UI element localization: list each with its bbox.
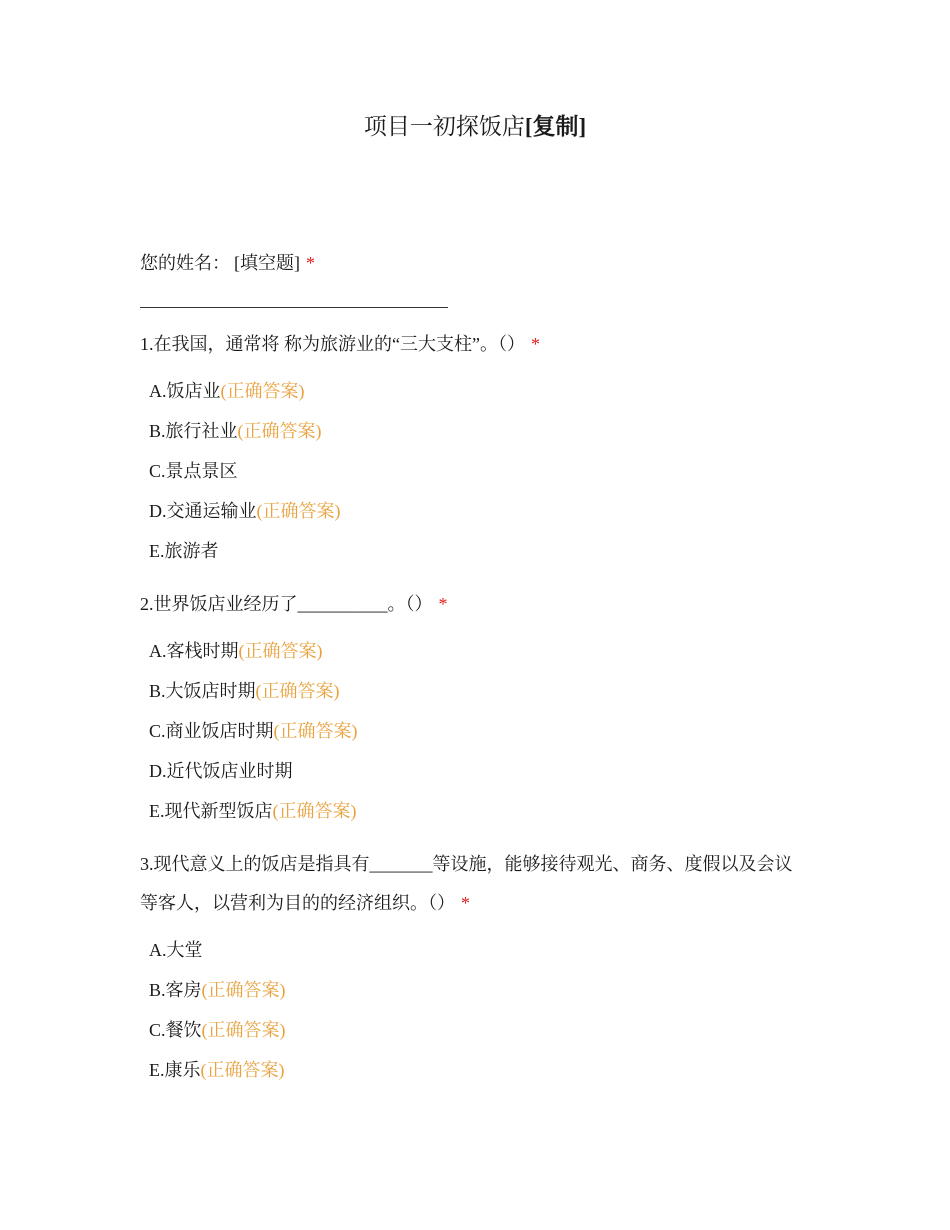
- name-field-label-text: 您的姓名：: [140, 253, 230, 273]
- option-label: C.餐饮: [149, 1020, 202, 1040]
- correct-answer-tag: (正确答案): [200, 1060, 285, 1080]
- question-3-text: 3.现代意义上的饭店是指具有_______等设施，能够接待观光、商务、度假以及会议等客人，以营利为目的的经济组织。（）: [140, 854, 793, 913]
- page-title: [0, 112, 950, 142]
- required-mark: *: [461, 893, 470, 913]
- question-1-option-b[interactable]: [149, 419, 322, 443]
- option-label: C.景点景区: [149, 461, 238, 481]
- option-label: A.大堂: [149, 940, 203, 960]
- question-1-option-d[interactable]: [149, 499, 341, 523]
- correct-answer-tag: (正确答案): [220, 381, 305, 401]
- question-2-option-d[interactable]: [149, 759, 293, 783]
- question-2-option-a[interactable]: [149, 639, 323, 663]
- correct-answer-tag: (正确答案): [201, 980, 286, 1000]
- required-mark: *: [306, 253, 315, 273]
- question-1-option-a[interactable]: [149, 379, 305, 403]
- required-mark: *: [438, 594, 448, 614]
- question-3-option-b[interactable]: [149, 978, 286, 1002]
- option-label: B.大饭店时期: [149, 681, 256, 701]
- name-input-line[interactable]: [140, 307, 448, 308]
- page-title-text: 项目一初探饭店: [363, 114, 525, 139]
- correct-answer-tag: (正确答案): [256, 501, 341, 521]
- question-2-option-b[interactable]: [149, 679, 340, 703]
- correct-answer-tag: (正确答案): [273, 721, 358, 741]
- question-2-option-c[interactable]: [149, 719, 358, 743]
- question-3: [140, 845, 805, 923]
- question-1: [140, 325, 810, 364]
- required-mark: *: [530, 334, 540, 354]
- option-label: E.旅游者: [149, 541, 219, 561]
- question-2: [140, 585, 810, 624]
- question-3-option-c[interactable]: [149, 1018, 286, 1042]
- correct-answer-tag: (正确答案): [237, 421, 322, 441]
- question-1-option-c[interactable]: [149, 459, 238, 483]
- question-1-text: 1.在我国，通常将 称为旅游业的“三大支柱”。（）: [140, 334, 525, 354]
- correct-answer-tag: (正确答案): [201, 1020, 286, 1040]
- option-label: C.商业饭店时期: [149, 721, 274, 741]
- question-2-text: 2.世界饭店业经历了__________。（）: [140, 594, 433, 614]
- page-title-suffix: [复制]: [524, 114, 587, 139]
- option-label: A.饭店业: [149, 381, 221, 401]
- option-label: B.客房: [149, 980, 202, 1000]
- option-label: B.旅行社业: [149, 421, 238, 441]
- question-3-option-a[interactable]: [149, 938, 203, 962]
- option-label: E.现代新型饭店: [149, 801, 273, 821]
- option-label: D.近代饭店业时期: [149, 761, 293, 781]
- question-3-option-e[interactable]: [149, 1058, 285, 1082]
- question-type-tag: [填空题]: [234, 253, 300, 273]
- question-1-option-e[interactable]: [149, 539, 219, 563]
- option-label: E.康乐: [149, 1060, 201, 1080]
- name-field-label: [140, 244, 810, 283]
- option-label: D.交通运输业: [149, 501, 257, 521]
- correct-answer-tag: (正确答案): [238, 641, 323, 661]
- correct-answer-tag: (正确答案): [272, 801, 357, 821]
- option-label: A.客栈时期: [149, 641, 239, 661]
- question-2-option-e[interactable]: [149, 799, 357, 823]
- correct-answer-tag: (正确答案): [255, 681, 340, 701]
